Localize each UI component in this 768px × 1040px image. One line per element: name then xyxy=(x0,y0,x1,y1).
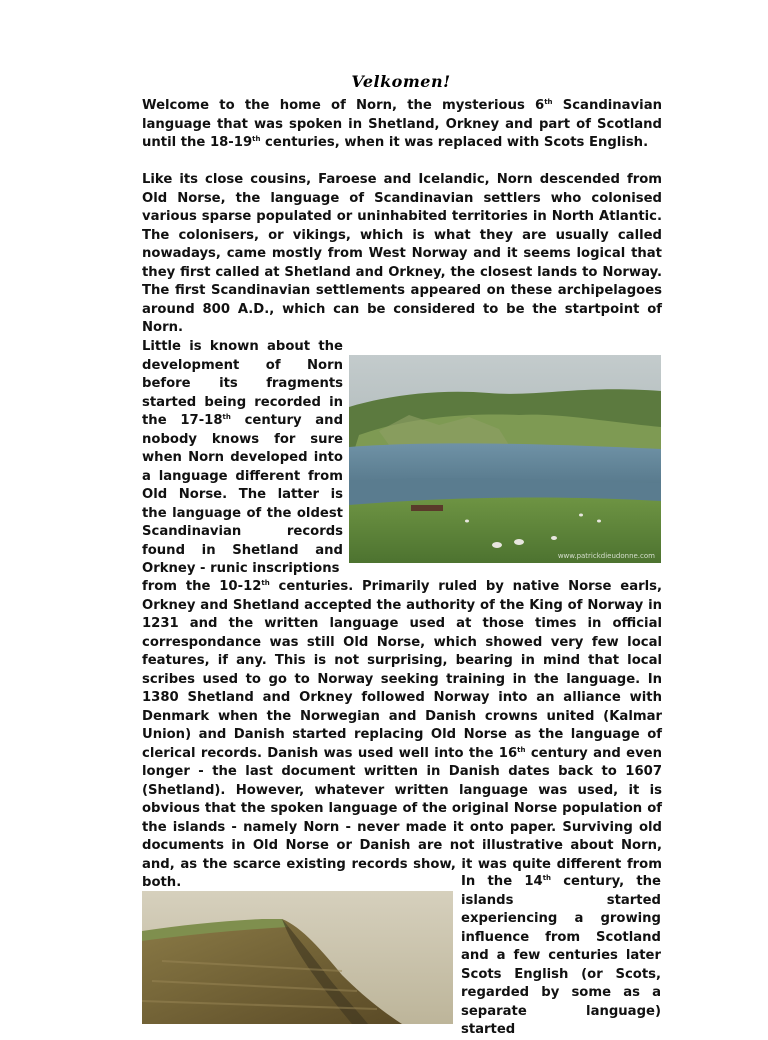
history-paragraph: from the 10-12th centuries. Primarily ruled by native Norse earls, Orkney and Shetland accepted the authority of the King of Norway in 1231 and the written language used at those times in official correspondance was still Old Norse, which showed very few local features, if any. This is not surprising, bearing in mind that local scribes used to go to Norway seeking training in the language. In 1380 Shetland and Orkney followed Norway into an alliance with Denmark when the Norwegian and Danish crowns united (Kalmar Union) and Danish started replacing Old Norse as the language of clerical records. Danish was used well into the 16th century and even longer - the last document written in Danish dates back to 1607 (Shetland). However, whatever written language was used, it is obvious that the spoken language of the original Norse population of the islands - namely Norn - never made it onto paper. Surviving old documents in Old Norse or Danish are not illustrative about Norn, and, as the scarce existing records show, it was quite different from both. xyxy=(142,579,663,890)
scots-influence-paragraph: In the 14th century, the islands started experiencing a growing influence from Scotland and a few centuries later Scots English (or Scots, regarded by some as a separate language) started xyxy=(461,874,661,1037)
intro-paragraph: Welcome to the home of Norn, the mysterious 6th Scandinavian language that was spoken in Shetland, Orkney and part of Scotland until the 18-19th centuries, when it was replaced with Scots English. xyxy=(142,98,662,150)
page-title: Velkomen! xyxy=(351,72,451,91)
photo-watermark: www.patrickdieudonne.com xyxy=(557,552,655,560)
development-paragraph: Little is known about the development of Norn before its fragments started being recorded in the 17-18th century and nobody knows for sure when Norn developed into a language different from Old Norse. The latter is the language of the oldest Scandinavian records found in Shetland and Orkney - runic inscriptions xyxy=(142,339,344,576)
sea-cliff-photo xyxy=(142,891,453,1024)
origins-paragraph: Like its close cousins, Faroese and Icelandic, Norn descended from Old Norse, the language of Scandinavian settlers who colonised various sparse populated or uninhabited territories in North Atlantic. The colonisers, or vikings, which is what they are usually called nowadays, came mostly from West Norway and it seems logical that they first called at Shetland and Orkney, the closest lands to Norway. The first Scandinavian settlements appeared on these archipelagoes around 800 A.D., which can be considered to be the startpoint of Norn. xyxy=(142,172,662,335)
shetland-landscape-photo xyxy=(349,355,661,563)
